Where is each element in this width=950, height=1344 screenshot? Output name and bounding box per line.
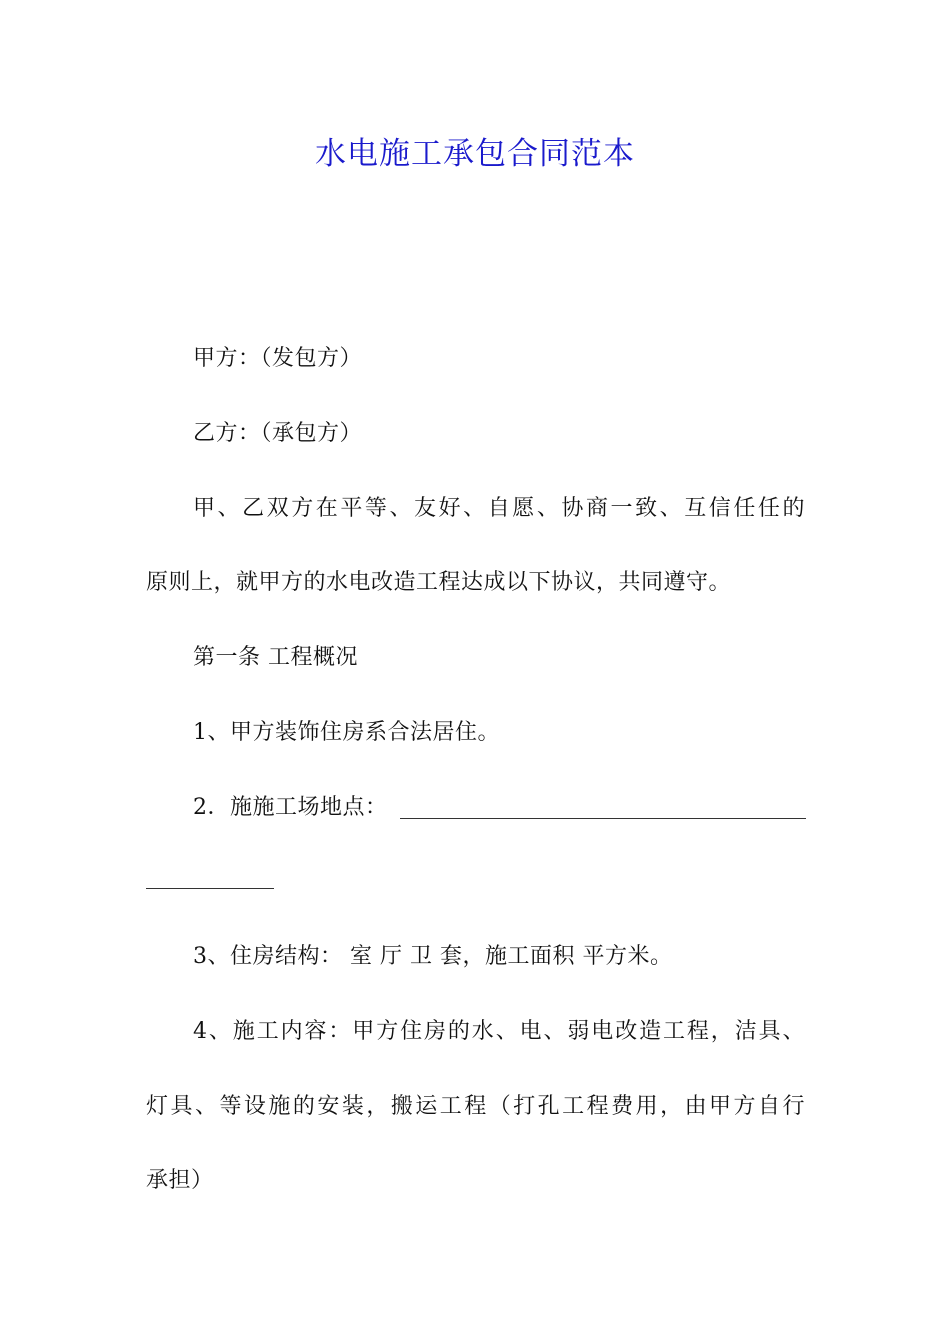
item-4-line-1: 4、施工内容：甲方住房的水、电、弱电改造工程，洁具、 (193, 1019, 805, 1044)
site-address-blank-line-1 (400, 818, 806, 819)
item-4-line-3: 承担） (146, 1168, 214, 1193)
intro-paragraph-line-2: 原则上，就甲方的水电改造工程达成以下协议，共同遵守。 (146, 570, 732, 595)
item-4-line-2: 灯具、等设施的安装，搬运工程（打孔工程费用，由甲方自行 (146, 1094, 805, 1119)
item-3-line: 3、住房结构： 室 厅 卫 套，施工面积 平方米。 (193, 944, 673, 969)
intro-paragraph-line-1: 甲、乙双方在平等、友好、自愿、协商一致、互信任任的 (193, 496, 805, 521)
site-address-blank-line-2 (146, 888, 274, 889)
item-1-line: 1、甲方装饰住房系合法居住。 (193, 720, 500, 745)
item-2-label: 2．施施工场地点： (193, 795, 388, 820)
article-1-heading: 第一条 工程概况 (193, 645, 358, 670)
party-b-line: 乙方：（承包方） (193, 421, 363, 446)
party-a-line: 甲方：（发包方） (193, 346, 363, 371)
document-title: 水电施工承包合同范本 (315, 136, 635, 172)
